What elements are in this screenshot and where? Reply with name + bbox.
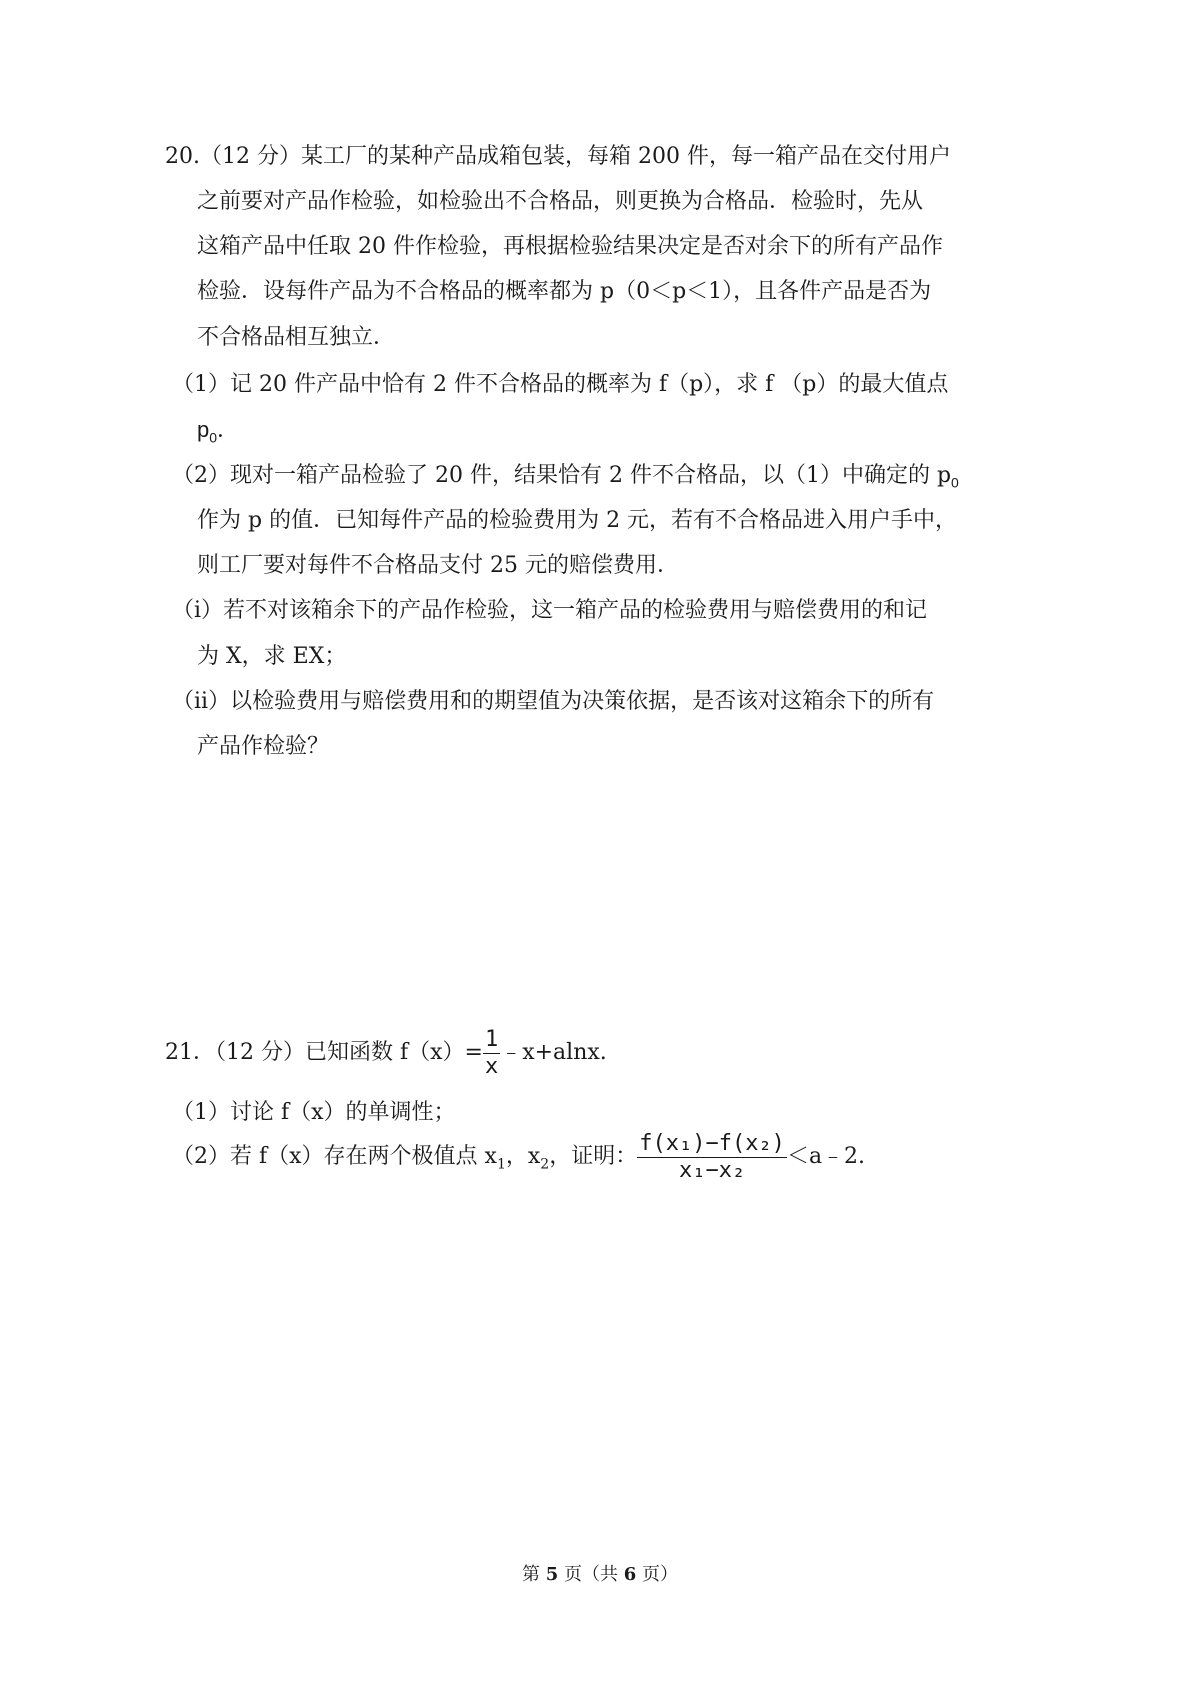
q20-line-3: 这箱产品中任取 20 件作检验，再根据检验结果决定是否对余下的所有产品作 [197,234,943,259]
page-footer: 第 5 页（共 6 页） [522,1564,678,1585]
q20-sub-i-line-2: 为 X，求 EX； [197,644,347,669]
q21-fraction: $\frac{1}{x}$ [484,1026,499,1079]
q20-part1-line: （1）记 20 件产品中恰有 2 件不合格品的概率为 f（p），求 f （p）的最大值点 [172,372,949,397]
q20-line-2: 之前要对产品作检验，如检验出不合格品，则更换为合格品．检验时，先从 [197,189,924,214]
q20-line-4: 检验．设每件产品为不合格品的概率都为 p（0＜p＜1），且各件产品是否为 [197,279,932,304]
q21-proof-fraction: $\frac{\text{f(x₁)−f(x₂)}}{\text{x₁−x₂}}$ [639,1130,785,1183]
q21-stem: 21．（12 分）已知函数 f（x）= $\frac{1}{x}$ ﹣x+alnx. [165,1026,607,1079]
q20-part2-line-3: 则工厂要对每件不合格品支付 25 元的赔偿费用． [197,553,679,578]
q20-sub-i-line-1: （i）若不对该箱余下的产品作检验，这一箱产品的检验费用与赔偿费用的和记 [172,598,928,623]
q21-part2: （2）若 f（x）存在两个极值点 $x_1$，$x_2$，证明： $\frac{\text{f(x₁)−f(x₂)}}{\text{x₁−x₂}}$ ＜a﹣2. [172,1130,866,1183]
q20-sub-ii-line-2: 产品作检验？ [197,734,330,759]
q20-part1-p0: $p_0$． [197,417,240,446]
q20-part2-line-2: 作为 p 的值．已知每件产品的检验费用为 2 元，若有不合格品进入用户手中， [197,508,958,533]
q20-line-5: 不合格品相互独立． [197,325,396,350]
q20-part2-line-1: （2）现对一箱产品检验了 20 件，结果恰有 2 件不合格品，以（1）中确定的 $p_0$ [172,463,959,491]
q21-part1: （1）讨论 f（x）的单调性； [172,1100,456,1125]
q20-line-1: 20.（12 分）某工厂的某种产品成箱包装，每箱 200 件，每一箱产品在交付用户 [165,144,951,169]
q20-sub-ii-line-1: （ii）以检验费用与赔偿费用和的期望值为决策依据，是否该对这箱余下的所有 [172,689,935,714]
